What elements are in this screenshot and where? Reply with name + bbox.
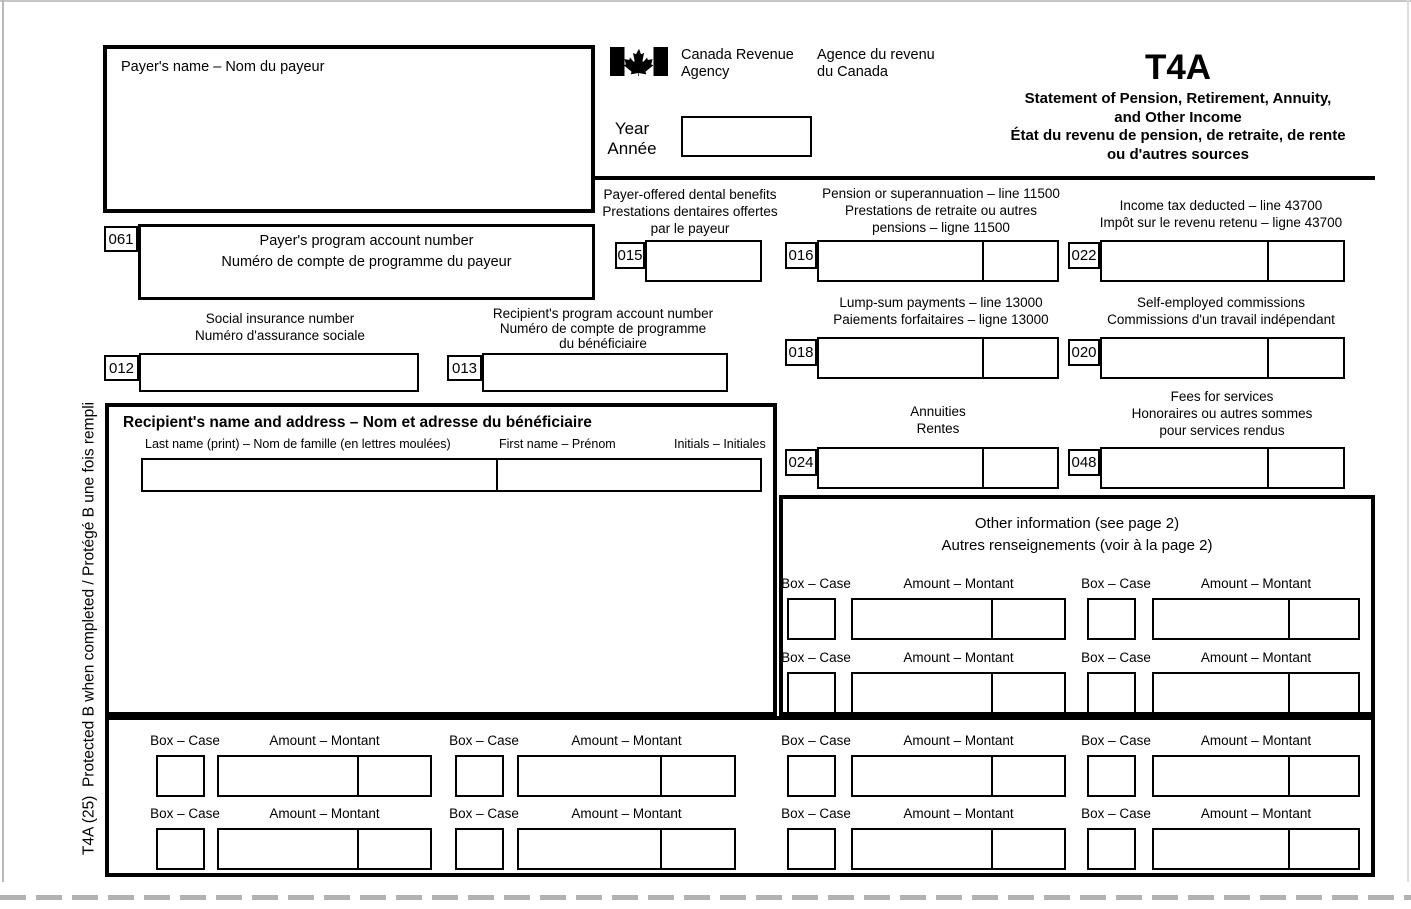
other-info-group <box>449 806 735 872</box>
other-info-amount-input[interactable] <box>851 598 1066 640</box>
agency-name-en-line: Canada Revenue <box>681 47 794 63</box>
box-case-label: Box – Case <box>150 733 220 748</box>
other-info-group <box>781 806 1067 872</box>
other-info-box-input[interactable] <box>1087 755 1136 797</box>
form-title-fr-line: ou d'autres sources <box>1107 145 1249 163</box>
box-case-label: Box – Case <box>1081 576 1151 591</box>
box-016-code: 016 <box>785 242 817 269</box>
amount-montant-label: Amount – Montant <box>1200 576 1312 591</box>
other-information-title-fr: Autres renseignements (voir à la page 2) <box>941 537 1213 554</box>
first-name-label: First name – Prénom <box>499 437 616 451</box>
perforation-line <box>0 895 1411 900</box>
box-061-label-en: Payer's program account number <box>259 233 474 249</box>
amount-montant-label: Amount – Montant <box>1200 650 1312 665</box>
other-info-amount-input[interactable] <box>217 755 432 797</box>
box-case-label: Box – Case <box>1081 733 1151 748</box>
page-edge-left <box>2 0 4 882</box>
box-018-code: 018 <box>785 339 817 366</box>
other-info-box-input[interactable] <box>787 672 836 714</box>
recipient-name-input-box <box>141 458 762 492</box>
box-013-code: 013 <box>447 355 482 381</box>
header-fees-line: Honoraires ou autres sommes <box>1131 406 1313 421</box>
header-pension <box>816 185 1066 236</box>
amount-montant-label: Amount – Montant <box>903 650 1014 665</box>
other-info-amount-input[interactable] <box>851 755 1066 797</box>
page-edge-right <box>1407 0 1409 882</box>
recipient-box <box>105 403 777 716</box>
header-self-employed-line: Commissions d'un travail indépendant <box>1107 312 1335 327</box>
header-fees-line: pour services rendus <box>1159 423 1285 438</box>
amount-montant-label: Amount – Montant <box>903 733 1014 748</box>
other-info-box-input[interactable] <box>455 828 504 870</box>
header-sin-line: Numéro d'assurance sociale <box>195 328 365 343</box>
header-recipient-account-line: du bénéficiaire <box>559 336 647 351</box>
form-title-en-line: and Other Income <box>1114 108 1242 126</box>
box-012-code: 012 <box>104 355 139 381</box>
box-case-label: Box – Case <box>1081 806 1151 821</box>
header-pension-line: Prestations de retraite ou autres <box>844 203 1038 218</box>
box-016-input[interactable] <box>817 240 1059 282</box>
form-title <box>992 90 1364 164</box>
payer-name-box[interactable] <box>103 45 595 213</box>
recipient-address-area[interactable] <box>117 502 765 704</box>
box-case-label: Box – Case <box>449 733 519 748</box>
header-annuities-line: Rentes <box>916 421 960 436</box>
box-048-code: 048 <box>1068 449 1100 476</box>
form-title-fr-line: État du revenu de pension, de retraite, de rente <box>1010 127 1346 144</box>
box-012-input[interactable] <box>139 353 419 392</box>
amount-montant-label: Amount – Montant <box>571 806 682 821</box>
header-dental-line: Prestations dentaires offertes <box>602 204 778 219</box>
box-case-label: Box – Case <box>1081 650 1151 665</box>
box-013-input[interactable] <box>482 353 728 392</box>
other-info-box-input[interactable] <box>1087 828 1136 870</box>
header-annuities-line: Annuities <box>910 404 966 419</box>
other-info-amount-input[interactable] <box>517 828 736 870</box>
header-dental-line: par le payeur <box>650 221 730 236</box>
box-048-input[interactable] <box>1100 447 1345 489</box>
header-lump-sum-line: Paiements forfaitaires – ligne 13000 <box>833 312 1049 327</box>
box-061-field[interactable] <box>138 224 595 300</box>
amount-montant-label: Amount – Montant <box>1200 806 1312 821</box>
other-info-group <box>150 733 436 799</box>
amount-montant-label: Amount – Montant <box>903 576 1014 591</box>
header-pension-line: Pension or superannuation – line 11500 <box>822 186 1060 201</box>
box-case-label: Box – Case <box>781 650 851 665</box>
amount-montant-label: Amount – Montant <box>903 806 1014 821</box>
other-info-amount-input[interactable] <box>851 672 1066 714</box>
last-name-label: Last name (print) – Nom de famille (en lettres moulées) <box>145 437 451 451</box>
box-case-label: Box – Case <box>781 576 851 591</box>
box-015-input[interactable] <box>645 240 762 282</box>
agency-name-fr-line: du Canada <box>817 63 888 80</box>
header-recipient-account-line: Numéro de compte de programme <box>499 321 707 336</box>
header-income-tax <box>1093 197 1349 231</box>
canada-flag-icon <box>610 47 668 76</box>
other-info-group <box>449 733 735 799</box>
header-lump-sum <box>816 294 1066 328</box>
box-061-label <box>141 231 592 273</box>
amount-montant-label: Amount – Montant <box>571 733 682 748</box>
header-self-employed-line: Self-employed commissions <box>1136 295 1306 310</box>
payer-name-label: Payer's name – Nom du payeur <box>121 59 325 75</box>
other-info-group <box>781 650 1067 716</box>
box-case-label: Box – Case <box>449 806 519 821</box>
year-label <box>601 119 663 158</box>
amount-montant-label: Amount – Montant <box>269 733 380 748</box>
header-dental-line: Payer-offered dental benefits <box>603 187 777 202</box>
header-sin-line: Social insurance number <box>205 311 355 326</box>
form-title-en-line: Statement of Pension, Retirement, Annuity, <box>1024 90 1332 107</box>
box-018-input[interactable] <box>817 337 1059 379</box>
other-info-group <box>1081 650 1367 716</box>
other-info-box-input[interactable] <box>1087 672 1136 714</box>
header-annuities <box>813 403 1063 437</box>
header-sin <box>155 310 405 344</box>
agency-name-en-line: Agency <box>681 63 730 80</box>
box-015-code: 015 <box>615 242 645 269</box>
other-info-box-input[interactable] <box>787 598 836 640</box>
other-info-box-input[interactable] <box>1087 598 1136 640</box>
year-label-fr: Année <box>607 138 657 158</box>
amount-montant-label: Amount – Montant <box>1200 733 1312 748</box>
box-022-input[interactable] <box>1100 240 1345 282</box>
other-info-group <box>781 733 1067 799</box>
first-name-input[interactable] <box>498 460 760 490</box>
agency-name-fr-line: Agence du revenu <box>817 47 935 63</box>
other-info-amount-input[interactable] <box>217 828 432 870</box>
header-recipient-account-line: Recipient's program account number <box>492 306 714 321</box>
box-024-input[interactable] <box>817 447 1059 489</box>
form-code-title: T4A <box>1144 48 1212 87</box>
other-information-title <box>783 513 1371 557</box>
header-fees-line: Fees for services <box>1170 389 1274 404</box>
other-information-title-en: Other information (see page 2) <box>974 515 1180 532</box>
other-info-amount-input[interactable] <box>851 828 1066 870</box>
other-info-amount-input[interactable] <box>1152 598 1360 640</box>
header-pension-line: pensions – ligne 11500 <box>872 220 1010 235</box>
header-dental <box>595 186 785 237</box>
header-divider <box>595 176 1375 180</box>
header-income-tax-line: Income tax deducted – line 43700 <box>1119 198 1323 213</box>
other-info-group <box>781 576 1067 642</box>
other-info-group <box>1081 806 1367 872</box>
other-info-box-input[interactable] <box>787 755 836 797</box>
other-info-group <box>1081 733 1367 799</box>
recipient-title: Recipient's name and address – Nom et adresse du bénéficiaire <box>123 414 592 431</box>
other-info-box-input[interactable] <box>787 828 836 870</box>
year-input[interactable] <box>681 116 812 157</box>
other-info-group <box>150 806 436 872</box>
box-case-label: Box – Case <box>781 806 851 821</box>
agency-name-en <box>681 47 794 80</box>
other-info-amount-input[interactable] <box>1152 672 1360 714</box>
box-020-code: 020 <box>1068 339 1100 366</box>
other-info-box-input[interactable] <box>156 828 205 870</box>
page-edge-top <box>0 0 1411 2</box>
box-020-input[interactable] <box>1100 337 1345 379</box>
header-recipient-account <box>478 306 728 351</box>
year-label-en: Year <box>614 119 650 138</box>
box-case-label: Box – Case <box>781 733 851 748</box>
other-info-amount-input[interactable] <box>1152 828 1360 870</box>
last-name-input[interactable] <box>143 460 498 490</box>
initials-label: Initials – Initiales <box>674 437 766 451</box>
box-061-code: 061 <box>104 226 138 252</box>
box-022-code: 022 <box>1068 242 1100 269</box>
amount-montant-label: Amount – Montant <box>269 806 380 821</box>
other-info-group <box>1081 576 1367 642</box>
header-lump-sum-line: Lump-sum payments – line 13000 <box>839 295 1043 310</box>
box-061-label-fr: Numéro de compte de programme du payeur <box>221 254 512 270</box>
box-case-label: Box – Case <box>150 806 220 821</box>
other-info-box-input[interactable] <box>156 755 205 797</box>
protected-note: T4A (25) Protected B when completed / Protégé B une fois rempli <box>80 401 98 856</box>
other-info-box-input[interactable] <box>455 755 504 797</box>
header-fees <box>1097 388 1347 439</box>
other-info-amount-input[interactable] <box>1152 755 1360 797</box>
other-info-amount-input[interactable] <box>517 755 736 797</box>
box-024-code: 024 <box>785 449 817 476</box>
header-self-employed <box>1093 294 1349 328</box>
header-income-tax-line: Impôt sur le revenu retenu – ligne 43700 <box>1099 215 1343 230</box>
agency-name-fr <box>817 47 935 80</box>
